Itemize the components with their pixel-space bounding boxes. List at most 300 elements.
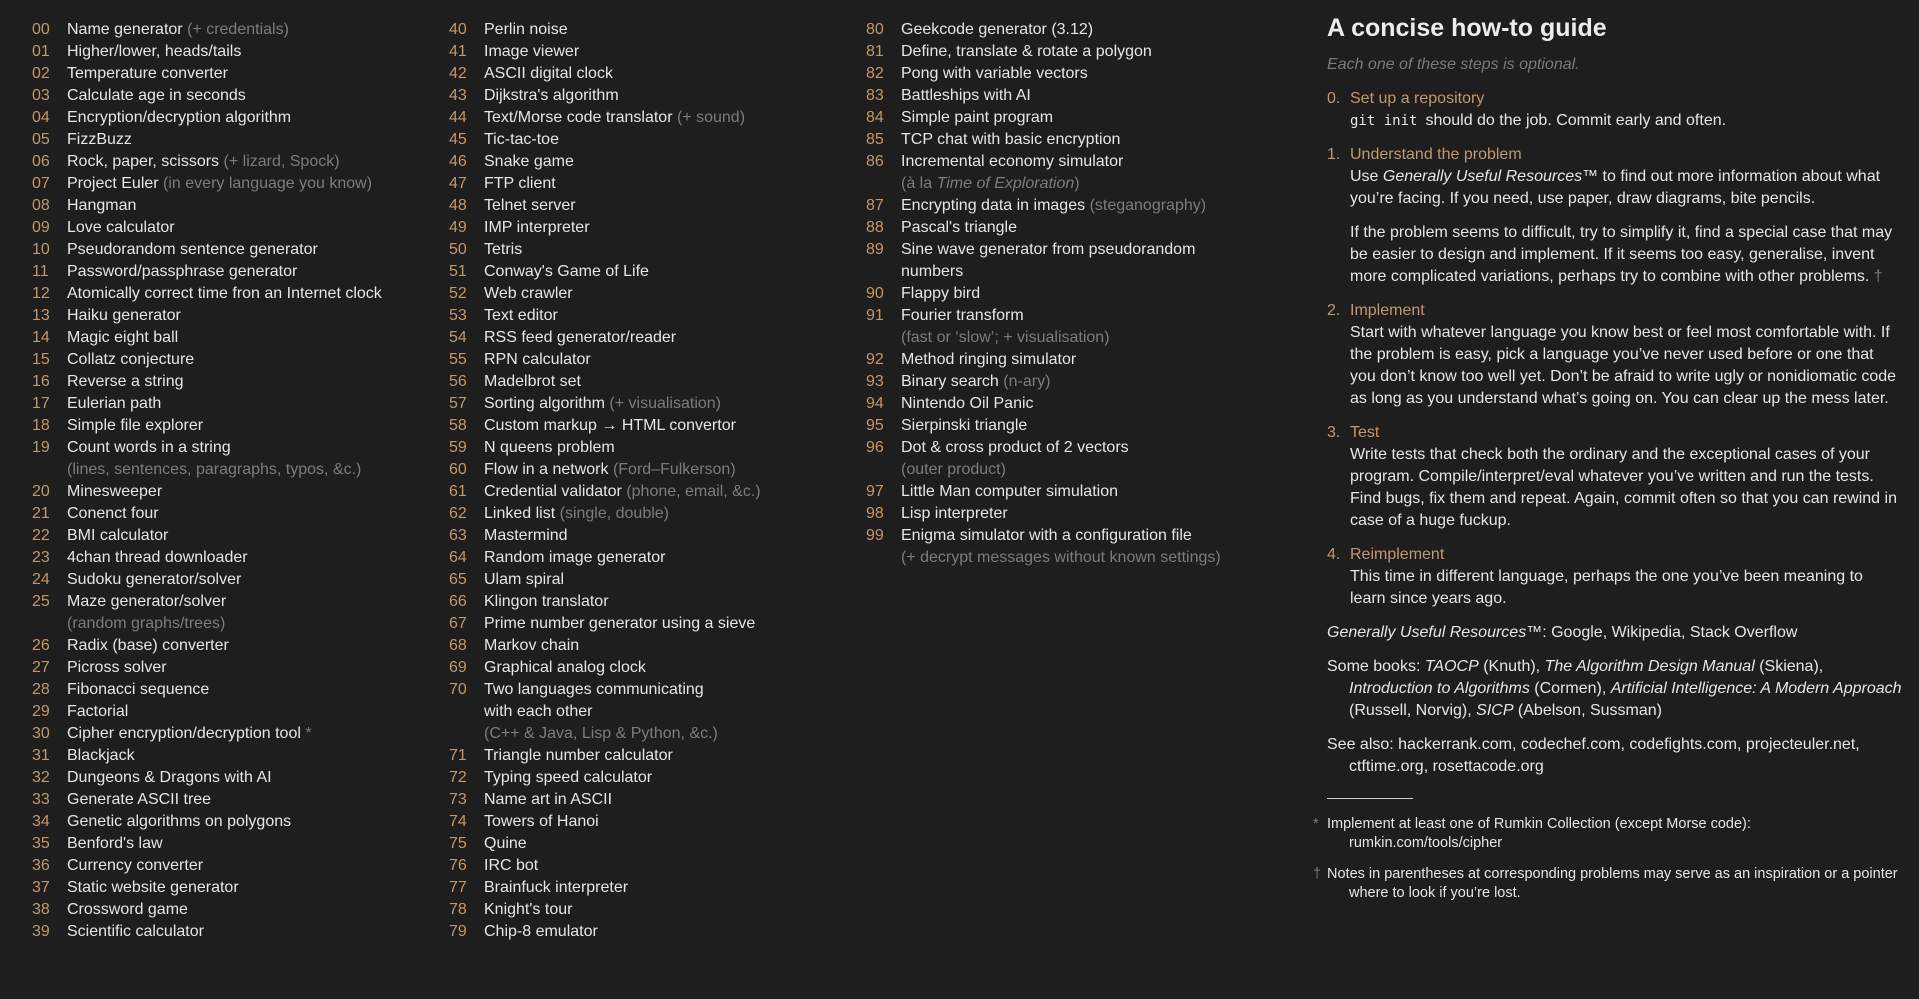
challenge-number: 16 (32, 373, 50, 390)
challenge-number: 17 (32, 395, 50, 412)
challenge-number: 88 (866, 219, 884, 236)
challenge-title: FTP client (484, 175, 556, 192)
challenge-number: 92 (866, 351, 884, 368)
challenge-number: 30 (32, 725, 50, 742)
challenge-title: Conenct four (67, 505, 159, 522)
challenge-title: Benford's law (67, 835, 163, 852)
challenge-item (866, 283, 1286, 305)
challenge-title: Temperature converter (67, 65, 228, 82)
challenge-title: Quine (484, 835, 527, 852)
challenge-title: Factorial (67, 703, 129, 720)
dagger-footnote-ref: † (1873, 268, 1883, 285)
challenge-item (32, 635, 432, 657)
challenge-column-2 (449, 19, 849, 943)
challenge-title: Collatz conjecture (67, 351, 195, 368)
challenge-title: Geekcode generator (3.12) (901, 21, 1094, 38)
challenge-number: 06 (32, 153, 50, 170)
footnote-separator (1327, 798, 1413, 799)
challenge-number: 49 (449, 219, 467, 236)
challenge-title: IRC bot (484, 857, 539, 874)
challenge-item (449, 283, 849, 305)
challenge-item (32, 833, 432, 855)
challenge-item (866, 85, 1286, 107)
challenge-number: 81 (866, 43, 884, 60)
step-text: If the problem seems to difficult, try to simplify it, find a special case that may be easier to design and implement. If it seems too easy, generalise, invent more complicated variations, perhaps try to combine with other problems. † (1350, 224, 1893, 285)
challenge-number: 95 (866, 417, 884, 434)
challenge-item (449, 569, 849, 591)
challenge-number: 45 (449, 131, 467, 148)
challenge-title: Flow in a network (Ford–Fulkerson) (484, 461, 736, 478)
challenge-number: 32 (32, 769, 50, 786)
step-text: This time in different language, perhaps the one you’ve been meaning to learn since years ago. (1350, 568, 1863, 607)
challenge-number: 33 (32, 791, 50, 808)
challenge-title: Binary search (n-ary) (901, 373, 1051, 390)
challenge-note: (+ decrypt messages without known settings) (901, 549, 1221, 566)
challenge-note: (+ sound) (676, 109, 746, 126)
challenge-note: (outer product) (901, 461, 1006, 478)
challenge-number: 29 (32, 703, 50, 720)
challenge-item (866, 503, 1286, 525)
challenge-item (32, 437, 432, 481)
challenge-note: (C++ & Java, Lisp & Python, &c.) (484, 725, 718, 742)
challenge-number: 87 (866, 197, 884, 214)
challenge-item (449, 481, 849, 503)
challenge-item (449, 657, 849, 679)
challenge-note: (+ credentials) (187, 21, 289, 38)
challenge-title: Blackjack (67, 747, 135, 764)
challenge-item (449, 129, 849, 151)
challenge-item (32, 107, 432, 129)
challenge-number: 56 (449, 373, 467, 390)
challenge-number: 21 (32, 505, 50, 522)
challenge-title: Maze generator/solver (random graphs/trees) (67, 591, 432, 635)
challenge-number: 78 (449, 901, 467, 918)
challenge-number: 31 (32, 747, 50, 764)
challenge-number: 82 (866, 65, 884, 82)
challenge-number: 12 (32, 285, 50, 302)
challenge-item (449, 877, 849, 899)
challenge-note: (à la Time of Exploration) (901, 175, 1080, 192)
step-title: Understand the problem (1350, 146, 1522, 163)
challenge-number: 75 (449, 835, 467, 852)
challenge-number: 68 (449, 637, 467, 654)
challenge-title: TCP chat with basic encryption (901, 131, 1121, 148)
challenge-number: 64 (449, 549, 467, 566)
challenge-number: 22 (32, 527, 50, 544)
challenge-number: 18 (32, 417, 50, 434)
challenge-number: 28 (32, 681, 50, 698)
challenge-number: 55 (449, 351, 467, 368)
challenge-item (449, 107, 849, 129)
step-number: 2. (1327, 302, 1341, 319)
challenge-item (32, 173, 432, 195)
challenge-title: Mastermind (484, 527, 568, 544)
challenge-title: Static website generator (67, 879, 239, 896)
challenge-item (866, 217, 1286, 239)
challenge-item (449, 635, 849, 657)
challenge-title: Rock, paper, scissors (+ lizard, Spock) (67, 153, 340, 170)
challenge-number: 58 (449, 417, 467, 434)
challenge-number: 36 (32, 857, 50, 874)
step-3 (1327, 422, 1902, 532)
challenge-item (32, 921, 432, 943)
challenge-number: 74 (449, 813, 467, 830)
challenge-item (32, 877, 432, 899)
challenge-item (449, 261, 849, 283)
challenge-item (866, 195, 1286, 217)
challenge-title: Fourier transform (fast or ‘slow’; + visualisation) (901, 305, 1286, 349)
how-to-guide (1313, 12, 1902, 903)
challenge-number: 89 (866, 241, 884, 258)
challenge-item (32, 129, 432, 151)
books-list: Some books: TAOCP (Knuth), The Algorithm Design Manual (Skiena), Introduction to Algorithms (Cormen), Artificial Intelligence: A Modern Approach (Russell, Norvig), SICP (Abelson, Sussman) (1327, 658, 1902, 719)
challenge-item (32, 217, 432, 239)
challenge-title: Triangle number calculator (484, 747, 673, 764)
challenge-title: 4chan thread downloader (67, 549, 248, 566)
challenge-note: (fast or ‘slow’; + visualisation) (901, 329, 1110, 346)
challenge-item (866, 239, 1286, 283)
challenge-item (866, 437, 1286, 481)
challenge-note: (n-ary) (1003, 373, 1051, 390)
challenge-title: FizzBuzz (67, 131, 132, 148)
challenge-item (449, 767, 849, 789)
challenge-item (866, 371, 1286, 393)
footnote-dagger: † Notes in parentheses at corresponding problems may serve as an inspiration or a pointer where to look if you’re lost. (1313, 866, 1898, 901)
challenge-number: 98 (866, 505, 884, 522)
challenge-number: 00 (32, 21, 50, 38)
challenge-item (32, 327, 432, 349)
challenge-number: 02 (32, 65, 50, 82)
challenge-title: Eulerian path (67, 395, 162, 412)
challenge-item (866, 107, 1286, 129)
footnote-ref: * (305, 725, 312, 742)
challenge-number: 83 (866, 87, 884, 104)
challenge-item (32, 789, 432, 811)
challenge-number: 54 (449, 329, 467, 346)
challenge-number: 25 (32, 593, 50, 610)
challenge-number: 66 (449, 593, 467, 610)
challenge-title: Brainfuck interpreter (484, 879, 629, 896)
challenge-item (449, 459, 849, 481)
challenge-item (32, 503, 432, 525)
challenge-number: 08 (32, 197, 50, 214)
challenge-title: Simple file explorer (67, 417, 204, 434)
challenge-title: Haiku generator (67, 307, 181, 324)
challenge-title: Telnet server (484, 197, 576, 214)
challenge-number: 24 (32, 571, 50, 588)
challenge-title: N queens problem (484, 439, 615, 456)
step-number: 0. (1327, 90, 1341, 107)
challenge-title: Scientific calculator (67, 923, 204, 940)
challenge-number: 91 (866, 307, 884, 324)
challenge-item (449, 745, 849, 767)
code-snippet: git init (1350, 113, 1418, 129)
challenge-title: Sierpinski triangle (901, 417, 1028, 434)
challenge-title: Name generator (+ credentials) (67, 21, 289, 38)
challenge-item (32, 415, 432, 437)
challenge-number: 63 (449, 527, 467, 544)
challenge-item (449, 19, 849, 41)
challenge-title: Text editor (484, 307, 558, 324)
challenge-title: Klingon translator (484, 593, 609, 610)
challenge-title: Pseudorandom sentence generator (67, 241, 318, 258)
challenge-number: 43 (449, 87, 467, 104)
challenge-number: 69 (449, 659, 467, 676)
challenge-title: Perlin noise (484, 21, 568, 38)
step-text: Start with whatever language you know best or feel most comfortable with. If the problem is easy, pick a language you’ve never used before or one that you don’t know too well yet. Don’t be afraid to write ugly or nonidiomatic code as long as you understand what’s going on. You can clear up the mess later. (1350, 324, 1897, 407)
challenge-item (866, 415, 1286, 437)
challenge-title: Atomically correct time fron an Internet clock (67, 285, 382, 302)
challenge-number: 13 (32, 307, 50, 324)
step-title: Reimplement (1350, 546, 1445, 563)
challenge-title: IMP interpreter (484, 219, 590, 236)
challenge-item (866, 525, 1286, 569)
challenge-number: 14 (32, 329, 50, 346)
challenge-title: Dungeons & Dragons with AI (67, 769, 272, 786)
challenge-title: Generate ASCII tree (67, 791, 212, 808)
challenge-title: Image viewer (484, 43, 580, 60)
challenge-number: 86 (866, 153, 884, 170)
challenge-item (866, 63, 1286, 85)
challenge-title: Crossword game (67, 901, 188, 918)
challenge-number: 90 (866, 285, 884, 302)
challenge-item (32, 19, 432, 41)
step-title: Set up a repository (1350, 90, 1485, 107)
challenge-number: 73 (449, 791, 467, 808)
challenge-title: Prime number generator using a sieve (484, 615, 756, 632)
challenge-number: 26 (32, 637, 50, 654)
challenge-item (32, 657, 432, 679)
challenge-number: 67 (449, 615, 467, 632)
step-number: 3. (1327, 424, 1341, 441)
challenge-number: 61 (449, 483, 467, 500)
step-text: Write tests that check both the ordinary and the exceptional cases of your program. Compile/interpret/eval whatever you’ve written and run the tests. Find bugs, fix them and repeat. Again, commit often so that you can rewind in case of a huge fuckup. (1350, 446, 1897, 529)
challenge-column-1 (32, 19, 432, 943)
challenge-item (449, 63, 849, 85)
challenge-number: 40 (449, 21, 467, 38)
challenge-title: Tetris (484, 241, 523, 258)
challenge-title: Custom markup → HTML convertor (484, 417, 736, 434)
challenge-number: 11 (32, 263, 49, 280)
challenge-title: Chip-8 emulator (484, 923, 598, 940)
challenge-title: Dijkstra's algorithm (484, 87, 619, 104)
challenge-title: Cipher encryption/decryption tool * (67, 725, 312, 742)
challenge-number: 34 (32, 813, 50, 830)
challenge-title: Dot & cross product of 2 vectors (outer product) (901, 437, 1286, 481)
challenge-title: Magic eight ball (67, 329, 179, 346)
challenge-number: 01 (32, 43, 50, 60)
challenge-item (32, 41, 432, 63)
challenge-number: 99 (866, 527, 884, 544)
challenge-item (32, 349, 432, 371)
challenge-title: RSS feed generator/reader (484, 329, 677, 346)
challenge-number: 71 (449, 747, 467, 764)
challenge-item (32, 151, 432, 173)
challenge-number: 62 (449, 505, 467, 522)
challenge-item (449, 415, 849, 437)
challenge-note: (random graphs/trees) (67, 615, 226, 632)
challenge-title: Towers of Hanoi (484, 813, 599, 830)
guide-title: A concise how-to guide (1327, 14, 1607, 42)
challenge-title: Little Man computer simulation (901, 483, 1118, 500)
challenge-item (449, 855, 849, 877)
challenge-item (32, 899, 432, 921)
challenge-note: (Ford–Fulkerson) (612, 461, 736, 478)
challenge-number: 20 (32, 483, 50, 500)
challenge-item (449, 217, 849, 239)
challenge-number: 65 (449, 571, 467, 588)
challenge-title: Text/Morse code translator (+ sound) (484, 109, 746, 126)
challenge-title: Name art in ASCII (484, 791, 613, 808)
step-0 (1327, 88, 1902, 132)
challenge-title: BMI calculator (67, 527, 169, 544)
challenge-title: Encrypting data in images (steganography) (901, 197, 1207, 214)
challenge-number: 27 (32, 659, 50, 676)
challenge-title: Conway's Game of Life (484, 263, 649, 280)
challenge-item (32, 767, 432, 789)
challenge-note: (+ visualisation) (609, 395, 722, 412)
challenge-title: Method ringing simulator (901, 351, 1077, 368)
challenge-title: RPN calculator (484, 351, 591, 368)
challenge-number: 84 (866, 109, 884, 126)
challenge-item (32, 591, 432, 635)
challenge-note: (in every language you know) (163, 175, 373, 192)
challenge-number: 46 (449, 153, 467, 170)
challenge-item (449, 921, 849, 943)
challenge-item (866, 129, 1286, 151)
challenge-number: 93 (866, 373, 884, 390)
step-1 (1327, 144, 1902, 288)
challenge-title: Web crawler (484, 285, 573, 302)
challenge-title: Encryption/decryption algorithm (67, 109, 292, 126)
challenge-number: 85 (866, 131, 884, 148)
challenge-title: Nintendo Oil Panic (901, 395, 1034, 412)
challenge-item (449, 349, 849, 371)
step-number: 4. (1327, 546, 1341, 563)
challenge-number: 77 (449, 879, 467, 896)
challenge-item (32, 855, 432, 877)
challenge-number: 39 (32, 923, 50, 940)
challenge-title: Project Euler (in every language you know) (67, 175, 373, 192)
challenge-number: 47 (449, 175, 467, 192)
challenge-title: Ulam spiral (484, 571, 565, 588)
challenge-item (32, 723, 432, 745)
challenge-title: Radix (base) converter (67, 637, 229, 654)
challenge-item (866, 481, 1286, 503)
challenge-number: 37 (32, 879, 50, 896)
challenge-number: 80 (866, 21, 884, 38)
footnote-asterisk: * Implement at least one of Rumkin Collection (except Morse code): rumkin.com/tools/cipher (1313, 816, 1751, 851)
challenge-item (449, 789, 849, 811)
challenge-number: 41 (449, 43, 467, 60)
challenge-title: Picross solver (67, 659, 167, 676)
challenge-title: Minesweeper (67, 483, 163, 500)
challenge-title: Madelbrot set (484, 373, 581, 390)
challenge-item (449, 437, 849, 459)
challenge-title: ASCII digital clock (484, 65, 613, 82)
challenge-title: Genetic algorithms on polygons (67, 813, 292, 830)
challenge-number: 48 (449, 197, 467, 214)
challenge-number: 72 (449, 769, 467, 786)
challenge-item (866, 349, 1286, 371)
step-text: Use Generally Useful Resources™ to find out more information about what you’re facing. If you need, use paper, draw diagrams, bite pencils. (1350, 168, 1881, 207)
challenge-number: 23 (32, 549, 50, 566)
challenge-item (449, 305, 849, 327)
challenge-item (866, 393, 1286, 415)
challenge-title: Lisp interpreter (901, 505, 1008, 522)
challenge-title: Pascal's triangle (901, 219, 1017, 236)
challenge-number: 53 (449, 307, 467, 324)
challenge-title: Sudoku generator/solver (67, 571, 242, 588)
challenge-item (449, 591, 849, 613)
challenge-item (32, 85, 432, 107)
challenge-number: 42 (449, 65, 467, 82)
challenge-number: 35 (32, 835, 50, 852)
challenge-item (449, 613, 849, 635)
challenge-title: Graphical analog clock (484, 659, 646, 676)
challenge-title: Currency converter (67, 857, 204, 874)
challenge-item (32, 393, 432, 415)
challenge-column-3 (866, 19, 1286, 569)
challenge-number: 76 (449, 857, 467, 874)
challenge-number: 19 (32, 439, 50, 456)
step-number: 1. (1327, 146, 1341, 163)
challenge-note: (single, double) (559, 505, 670, 522)
challenge-title: Flappy bird (901, 285, 981, 302)
challenge-title: Markov chain (484, 637, 580, 654)
challenge-number: 60 (449, 461, 467, 478)
challenge-item (449, 525, 849, 547)
challenge-title: Snake game (484, 153, 574, 170)
challenge-item (449, 327, 849, 349)
challenge-number: 44 (449, 109, 467, 126)
challenge-item (32, 745, 432, 767)
guide-subtitle: Each one of these steps is optional. (1327, 56, 1580, 73)
challenge-item (32, 679, 432, 701)
challenge-title: Two languages communicating with each other (C++ & Java, Lisp & Python, &c.) (484, 679, 849, 745)
challenge-item (449, 195, 849, 217)
challenge-title: Calculate age in seconds (67, 87, 246, 104)
challenge-item (449, 239, 849, 261)
challenge-item (32, 283, 432, 305)
challenge-title: Hangman (67, 197, 137, 214)
challenge-title: Sorting algorithm (+ visualisation) (484, 395, 722, 412)
challenge-item (32, 525, 432, 547)
step-2 (1327, 300, 1902, 410)
challenge-item (866, 151, 1286, 195)
challenge-number: 51 (449, 263, 467, 280)
challenge-title: Linked list (single, double) (484, 505, 670, 522)
challenge-item (32, 305, 432, 327)
challenge-item (32, 261, 432, 283)
challenge-item (32, 371, 432, 393)
challenge-number: 05 (32, 131, 50, 148)
challenge-item (866, 41, 1286, 63)
challenge-item (449, 679, 849, 745)
challenge-title: Incremental economy simulator (à la Time of Exploration) (901, 151, 1286, 195)
challenge-item (32, 63, 432, 85)
step-4 (1327, 544, 1902, 610)
challenge-item (32, 701, 432, 723)
challenge-number: 96 (866, 439, 884, 456)
challenge-number: 94 (866, 395, 884, 412)
challenge-title: Fibonacci sequence (67, 681, 210, 698)
challenge-number: 10 (32, 241, 50, 258)
challenge-item (449, 811, 849, 833)
challenge-title: Count words in a string (lines, sentences, paragraphs, typos, &c.) (67, 437, 432, 481)
challenge-item (32, 811, 432, 833)
challenge-title: Tic-tac-toe (484, 131, 559, 148)
